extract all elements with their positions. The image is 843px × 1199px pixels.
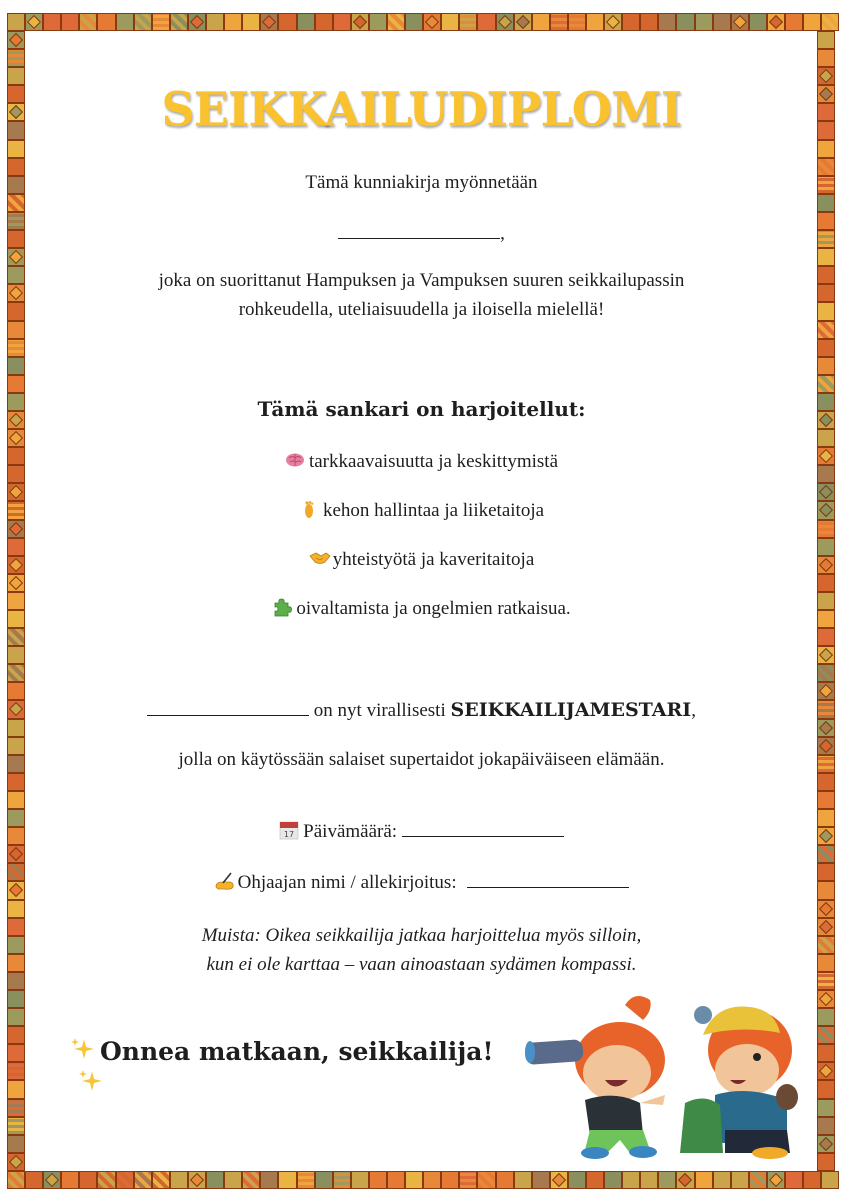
border-tile bbox=[817, 357, 835, 375]
border-tile bbox=[817, 140, 835, 158]
border-tile bbox=[224, 13, 242, 31]
superpowers-text: jolla on käytössään salaiset supertaidot jokapäiväiseen elämään. bbox=[178, 749, 665, 770]
border-tile bbox=[568, 1171, 586, 1189]
border-tile bbox=[134, 13, 152, 31]
border-tile bbox=[514, 13, 532, 31]
border-tile bbox=[333, 13, 351, 31]
border-tile bbox=[640, 1171, 658, 1189]
border-tile bbox=[817, 628, 835, 646]
border-tile bbox=[315, 1171, 333, 1189]
border-tile bbox=[817, 900, 835, 918]
border-tile bbox=[695, 1171, 713, 1189]
border-tile bbox=[676, 1171, 694, 1189]
border-tile bbox=[297, 13, 315, 31]
date-field[interactable] bbox=[402, 818, 564, 837]
border-tile bbox=[423, 1171, 441, 1189]
border-tile bbox=[170, 13, 188, 31]
skill-text: oivaltamista ja ongelmien ratkaisua. bbox=[296, 598, 571, 619]
border-tile bbox=[134, 1171, 152, 1189]
border-tile bbox=[749, 13, 767, 31]
border-tile bbox=[550, 13, 568, 31]
border-tile bbox=[821, 13, 839, 31]
border-tile bbox=[803, 1171, 821, 1189]
border-tile bbox=[7, 339, 25, 357]
border-tile bbox=[7, 375, 25, 393]
border-tile bbox=[821, 1171, 839, 1189]
border-tile bbox=[369, 13, 387, 31]
brain-icon bbox=[285, 450, 305, 470]
border-tile bbox=[260, 13, 278, 31]
border-tile bbox=[351, 1171, 369, 1189]
sparkles-icon bbox=[78, 1068, 104, 1094]
border-tile bbox=[224, 1171, 242, 1189]
border-tile bbox=[817, 1008, 835, 1026]
foot-icon bbox=[299, 499, 319, 519]
signature-line bbox=[0, 869, 843, 896]
decorative-border-bottom bbox=[7, 1171, 836, 1189]
border-tile bbox=[405, 13, 423, 31]
border-tile bbox=[817, 1080, 835, 1098]
border-tile bbox=[817, 321, 835, 339]
border-tile bbox=[803, 13, 821, 31]
border-tile bbox=[441, 1171, 459, 1189]
border-tile bbox=[369, 1171, 387, 1189]
border-tile bbox=[622, 13, 640, 31]
border-tile bbox=[817, 49, 835, 67]
recipient-name-blank[interactable] bbox=[338, 220, 500, 239]
closing-line bbox=[70, 1036, 530, 1100]
border-tile bbox=[817, 664, 835, 682]
skill-text: tarkkaavaisuutta ja keskittymistä bbox=[308, 451, 559, 472]
master-title: SEIKKAILIJAMESTARI bbox=[450, 699, 692, 721]
border-tile bbox=[387, 13, 405, 31]
border-tile bbox=[550, 1171, 568, 1189]
border-tile bbox=[351, 13, 369, 31]
border-tile bbox=[817, 1135, 835, 1153]
border-tile bbox=[7, 900, 25, 918]
border-tile bbox=[459, 13, 477, 31]
border-tile bbox=[817, 31, 835, 49]
border-tile bbox=[315, 13, 333, 31]
border-tile bbox=[423, 13, 441, 31]
border-tile bbox=[188, 1171, 206, 1189]
skill-item bbox=[0, 449, 843, 475]
border-tile bbox=[817, 990, 835, 1008]
border-tile bbox=[7, 1117, 25, 1135]
intro-text: Tämä kunniakirja myönnetään bbox=[305, 172, 538, 193]
skill-item bbox=[0, 596, 843, 622]
border-tile bbox=[785, 13, 803, 31]
border-tile bbox=[568, 13, 586, 31]
border-tile bbox=[7, 1026, 25, 1044]
border-tile bbox=[586, 1171, 604, 1189]
border-tile bbox=[242, 13, 260, 31]
date-line bbox=[0, 818, 843, 845]
border-tile bbox=[459, 1171, 477, 1189]
border-tile bbox=[7, 664, 25, 682]
border-tile bbox=[260, 1171, 278, 1189]
border-tile bbox=[817, 194, 835, 212]
border-tile bbox=[817, 773, 835, 791]
calendar-icon bbox=[279, 820, 299, 840]
border-tile bbox=[278, 13, 296, 31]
border-tile bbox=[61, 13, 79, 31]
border-tile bbox=[7, 357, 25, 375]
border-tile bbox=[731, 1171, 749, 1189]
border-tile bbox=[441, 13, 459, 31]
border-tile bbox=[713, 13, 731, 31]
border-tile bbox=[817, 574, 835, 592]
border-tile bbox=[152, 13, 170, 31]
kid-with-telescope bbox=[525, 996, 665, 1159]
border-tile bbox=[7, 791, 25, 809]
skill-item bbox=[0, 547, 843, 573]
border-tile bbox=[477, 13, 495, 31]
border-tile bbox=[817, 791, 835, 809]
master-suffix: , bbox=[691, 700, 696, 721]
border-tile bbox=[532, 13, 550, 31]
border-tile bbox=[622, 1171, 640, 1189]
border-tile bbox=[817, 429, 835, 447]
border-tile bbox=[477, 1171, 495, 1189]
border-tile bbox=[206, 13, 224, 31]
border-tile bbox=[7, 990, 25, 1008]
border-tile bbox=[640, 13, 658, 31]
border-tile bbox=[188, 13, 206, 31]
border-tile bbox=[785, 1171, 803, 1189]
border-tile bbox=[7, 31, 25, 49]
border-tile bbox=[7, 49, 25, 67]
border-tile bbox=[97, 1171, 115, 1189]
border-tile bbox=[206, 1171, 224, 1189]
border-tile bbox=[116, 1171, 134, 1189]
border-tile bbox=[387, 1171, 405, 1189]
skill-item bbox=[0, 498, 843, 524]
calendar-day: 17 bbox=[284, 830, 295, 839]
border-tile bbox=[7, 1008, 25, 1026]
border-tile bbox=[7, 1153, 25, 1171]
border-tile bbox=[170, 1171, 188, 1189]
border-tile bbox=[817, 1026, 835, 1044]
border-tile bbox=[97, 13, 115, 31]
border-tile bbox=[817, 339, 835, 357]
border-tile bbox=[7, 429, 25, 447]
border-tile bbox=[7, 13, 25, 31]
border-tile bbox=[817, 1153, 835, 1171]
border-tile bbox=[116, 13, 134, 31]
border-tile bbox=[25, 13, 43, 31]
border-tile bbox=[713, 1171, 731, 1189]
border-tile bbox=[604, 1171, 622, 1189]
skill-text: kehon hallintaa ja liiketaitoja bbox=[322, 500, 545, 521]
border-tile bbox=[25, 1171, 43, 1189]
border-tile bbox=[767, 13, 785, 31]
border-tile bbox=[817, 1117, 835, 1135]
border-tile bbox=[7, 628, 25, 646]
border-tile bbox=[658, 13, 676, 31]
border-tile bbox=[767, 1171, 785, 1189]
sparkles-icon bbox=[70, 1036, 96, 1062]
border-tile bbox=[7, 1044, 25, 1062]
handshake-icon bbox=[309, 548, 329, 568]
border-tile bbox=[817, 1099, 835, 1117]
border-tile bbox=[731, 13, 749, 31]
description-line-2: rohkeudella, uteliaisuudella ja iloisella mielellä! bbox=[238, 299, 605, 320]
border-tile bbox=[7, 1171, 25, 1189]
closing-text: Onnea matkaan, seikkailija! bbox=[100, 1037, 494, 1066]
puzzle-piece-icon bbox=[272, 597, 292, 617]
border-tile bbox=[532, 1171, 550, 1189]
border-tile bbox=[604, 13, 622, 31]
reminder-line-2: kun ei ole karttaa – vaan ainoastaan sydämen kompassi. bbox=[206, 954, 637, 975]
border-tile bbox=[7, 845, 25, 863]
decorative-border-top bbox=[7, 13, 836, 31]
description-line-1: joka on suorittanut Hampuksen ja Vampuksen suuren seikkailupassin bbox=[158, 270, 685, 291]
reminder-line-1: Muista: Oikea seikkailija jatkaa harjoittelua myös silloin, bbox=[201, 925, 642, 946]
border-tile bbox=[7, 646, 25, 664]
skills-heading: Tämä sankari on harjoitellut: bbox=[257, 397, 586, 421]
diploma-title: SEIKKAILUDIPLOMI bbox=[161, 81, 682, 137]
master-text: on nyt virallisesti bbox=[313, 700, 446, 721]
border-tile bbox=[817, 646, 835, 664]
border-tile bbox=[817, 1044, 835, 1062]
border-tile bbox=[658, 1171, 676, 1189]
border-tile bbox=[405, 1171, 423, 1189]
master-name-blank[interactable] bbox=[147, 697, 309, 716]
border-tile bbox=[61, 1171, 79, 1189]
border-tile bbox=[496, 13, 514, 31]
recipient-name-suffix: , bbox=[500, 223, 505, 244]
border-tile bbox=[7, 140, 25, 158]
border-tile bbox=[695, 13, 713, 31]
recipient-name-line bbox=[0, 220, 843, 247]
border-tile bbox=[278, 1171, 296, 1189]
border-tile bbox=[817, 1062, 835, 1080]
border-tile bbox=[333, 1171, 351, 1189]
border-tile bbox=[79, 13, 97, 31]
border-tile bbox=[7, 574, 25, 592]
border-tile bbox=[7, 321, 25, 339]
adventurer-kids-illustration bbox=[525, 985, 815, 1160]
border-tile bbox=[676, 13, 694, 31]
skill-text: yhteistyötä ja kaveritaitoja bbox=[332, 549, 535, 570]
border-tile bbox=[7, 1062, 25, 1080]
writing-hand-icon bbox=[214, 871, 234, 891]
border-tile bbox=[496, 1171, 514, 1189]
border-tile bbox=[749, 1171, 767, 1189]
date-label: Päivämäärä: bbox=[303, 821, 398, 842]
border-tile bbox=[586, 13, 604, 31]
border-tile bbox=[43, 13, 61, 31]
border-tile bbox=[242, 1171, 260, 1189]
border-tile bbox=[7, 1080, 25, 1098]
border-tile bbox=[7, 1135, 25, 1153]
border-tile bbox=[817, 845, 835, 863]
border-tile bbox=[79, 1171, 97, 1189]
border-tile bbox=[297, 1171, 315, 1189]
border-tile bbox=[817, 375, 835, 393]
border-tile bbox=[7, 773, 25, 791]
master-line bbox=[0, 697, 843, 724]
border-tile bbox=[817, 248, 835, 266]
signature-field[interactable] bbox=[467, 869, 629, 888]
signature-label: Ohjaajan nimi / allekirjoitus: bbox=[237, 872, 457, 893]
kid-with-hat bbox=[680, 1006, 798, 1159]
border-tile bbox=[43, 1171, 61, 1189]
border-tile bbox=[152, 1171, 170, 1189]
border-tile bbox=[7, 194, 25, 212]
border-tile bbox=[7, 248, 25, 266]
border-tile bbox=[7, 1099, 25, 1117]
border-tile bbox=[514, 1171, 532, 1189]
